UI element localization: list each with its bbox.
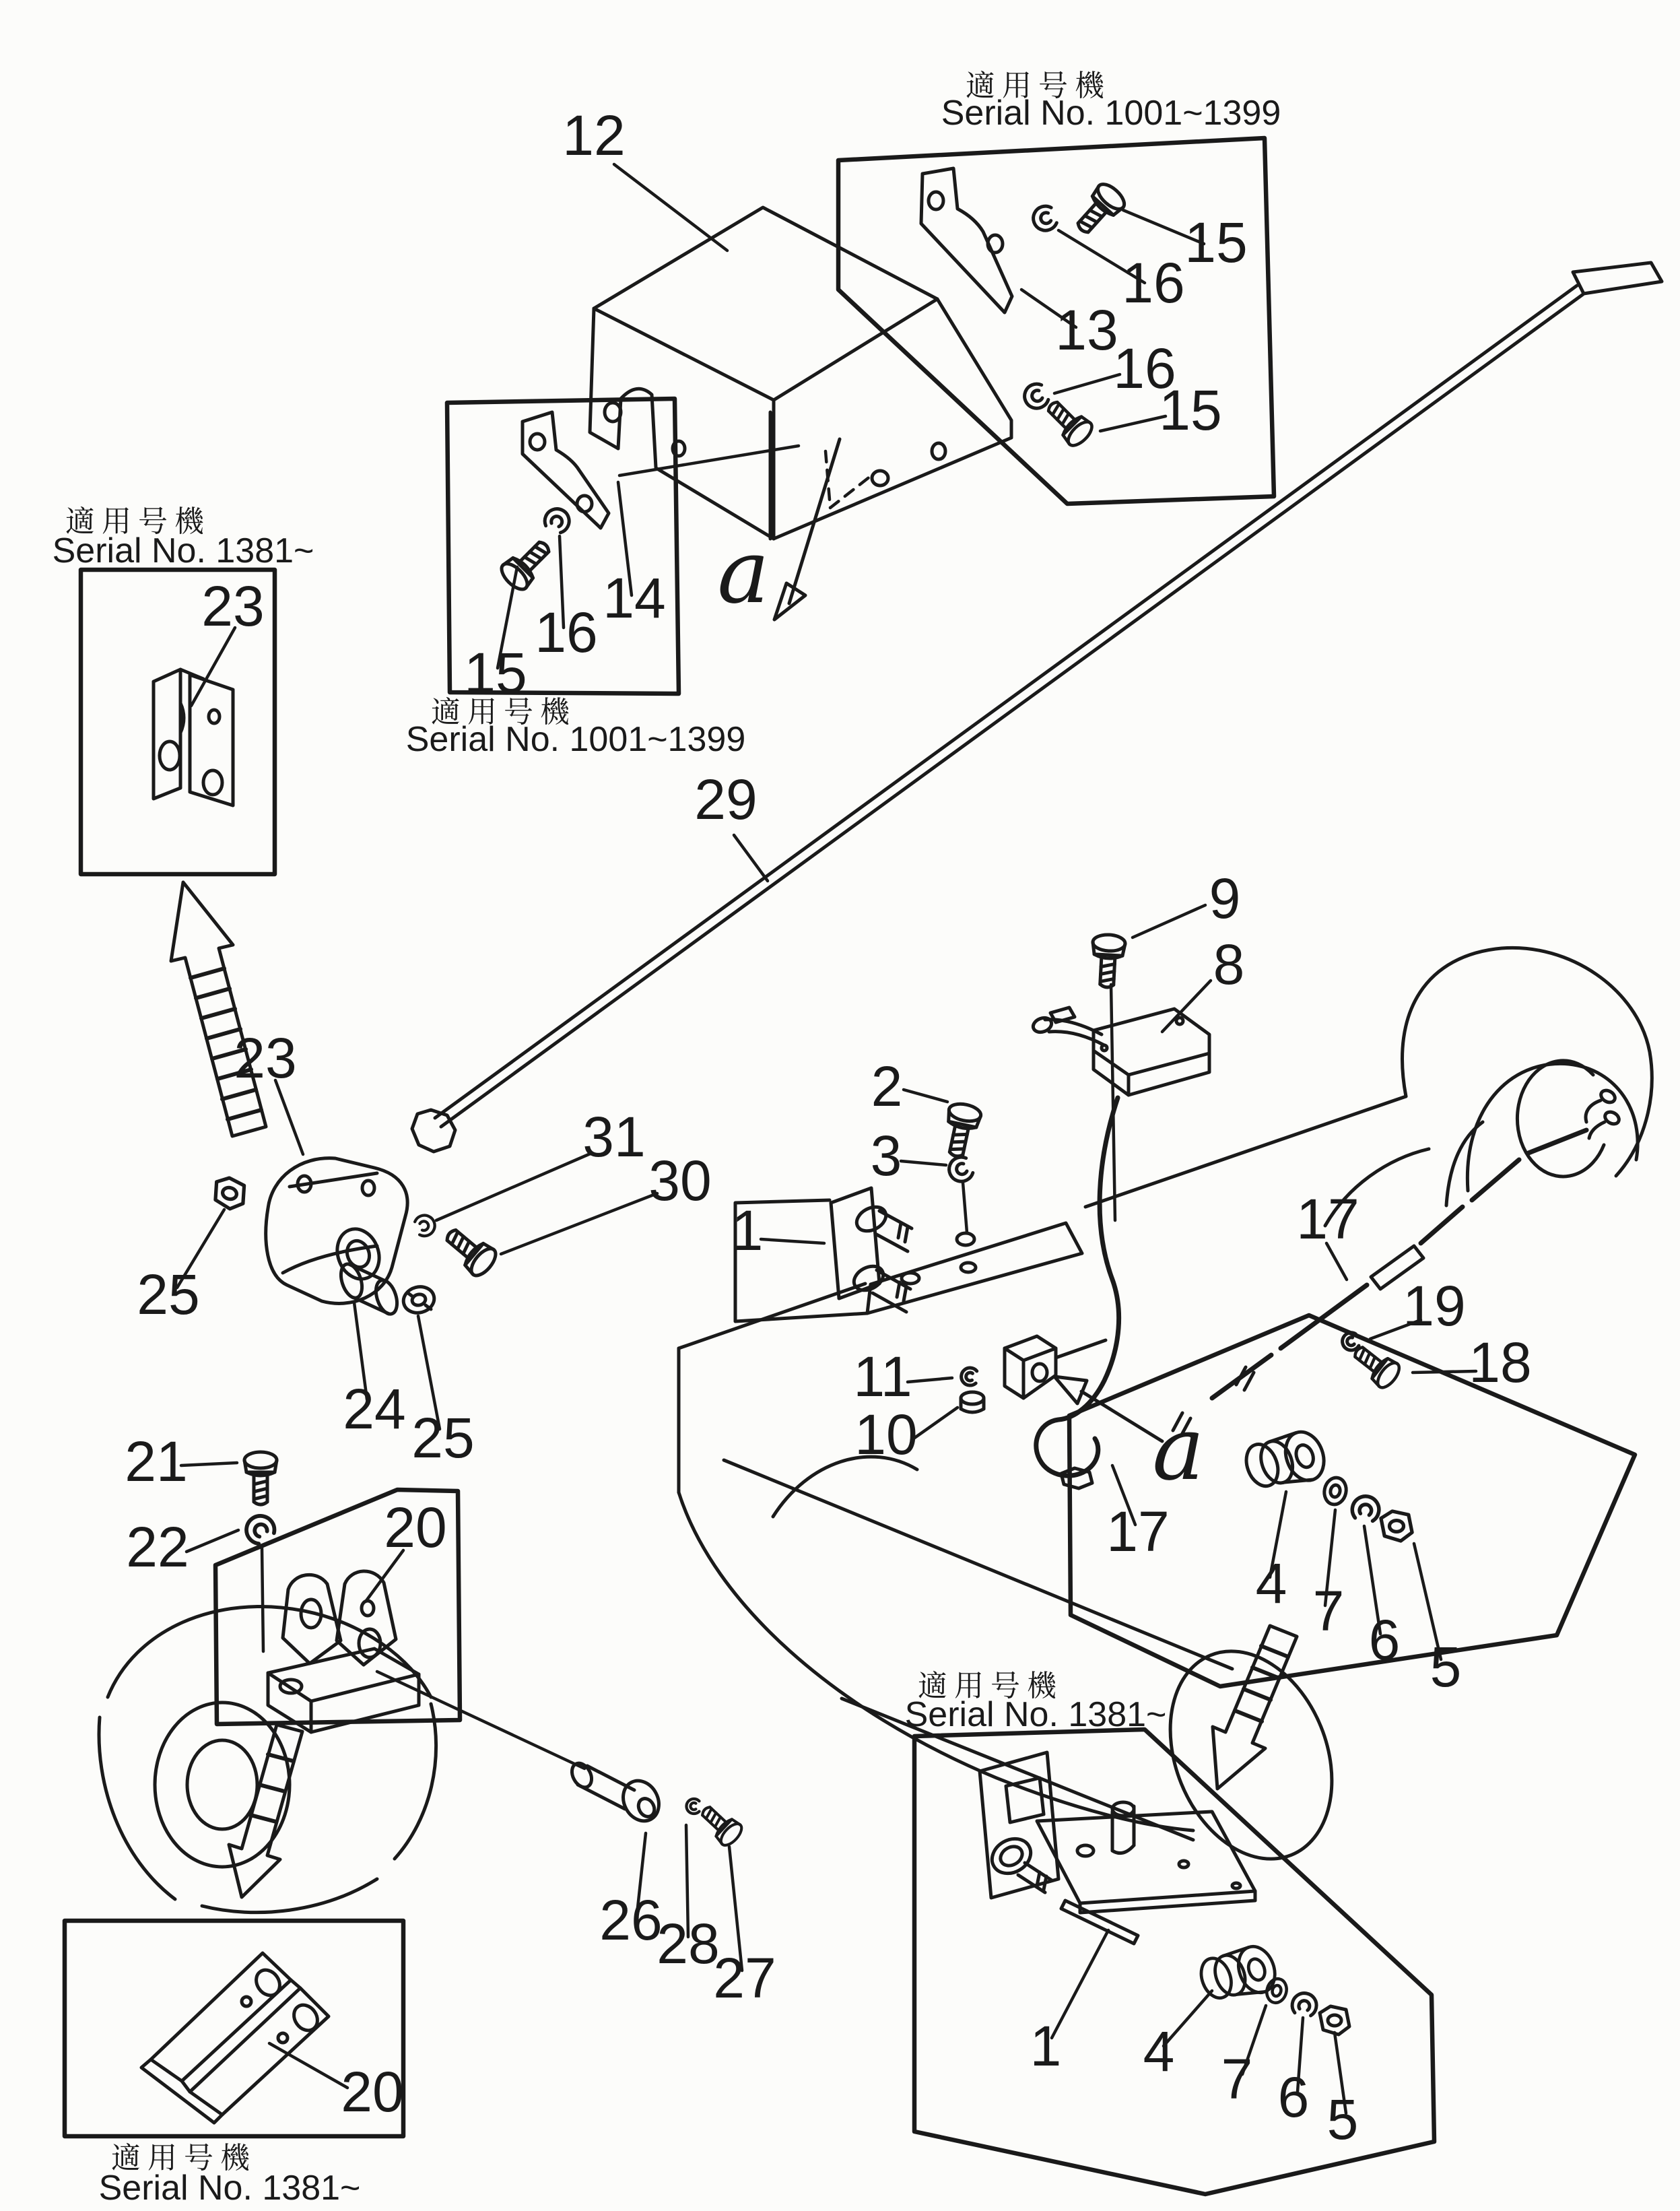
leader-line [1111,985,1115,1220]
grommet-set-main-drawing [1241,1424,1412,1541]
serial-number-label: Serial No. 1381~ [904,1695,1167,1734]
part-callout-label: 24 [343,1377,406,1441]
cable-end-nut-icon [1061,1468,1092,1488]
leader-line [912,1408,957,1440]
leader-line [734,835,768,881]
part-callout-label: 12 [562,104,626,167]
nut-25-icon [211,1175,248,1212]
part-callout-label: 15 [464,641,527,704]
part-callout-label: 7 [1221,2047,1253,2111]
part-callout-label: 14 [603,566,666,630]
part-callout-label: 29 [694,768,758,831]
bolt-21-icon [244,1452,277,1505]
washer-3-icon [945,1154,975,1185]
section-letter-label: a [1152,1397,1205,1500]
bracket-bolt-icon [852,1202,912,1251]
section-arrow-hatched-up [171,882,266,1136]
part-callout-label: 17 [1106,1500,1170,1563]
washer-16-icon [1021,381,1050,412]
part-callout-label: 2 [871,1055,903,1118]
plate-13-drawing [921,168,1012,312]
bolt-30-icon [439,1221,500,1280]
leader-line [963,1183,967,1232]
clamp-23-detail-drawing [154,669,233,805]
cover-12-drawing [590,207,1011,539]
snap-ring-31-icon [413,1212,438,1238]
leader-line [904,1090,947,1102]
part-callout-label: 23 [234,1026,297,1090]
part-callout-label: 20 [341,2060,404,2123]
bracket-1-assembly-drawing [735,1188,1106,1398]
part-callout-label: 31 [582,1105,646,1168]
leader-line [1054,374,1120,393]
leader-line [908,1378,952,1382]
clip-28-icon [686,1799,699,1814]
snap-ring-6-icon [1291,1991,1318,2016]
section-arrow-hatched-down [229,1725,302,1897]
part-callout-label: 4 [1143,2020,1175,2083]
clevis-20-alt-drawing [141,1953,329,2123]
part-callout-label: 9 [1209,867,1241,930]
bolt-21-clip-22-drawing [241,1452,278,1546]
washer-16-icon [1030,204,1059,234]
leader-line [181,1463,237,1465]
bolt-2-washer-3-drawing [940,1101,982,1185]
part-callout-label: 5 [1430,1635,1462,1698]
grommet-4-icon [1241,1424,1331,1499]
part-callout-label: 4 [1255,1552,1287,1615]
leader-line [262,1548,263,1651]
part-callout-label: 16 [1113,337,1176,400]
clamp-23-assembly-drawing [211,1158,500,1317]
leader-line [187,1530,238,1552]
bolt-15-icon [498,533,558,593]
serial-note-jp-label: 適用号機 [431,695,576,729]
part-callout-label: 20 [384,1496,447,1559]
bracket-1-alt-drawing [980,1752,1255,1944]
part-callout-label: 23 [201,574,265,638]
part-callout-label: 15 [1184,211,1248,274]
part-callout-label: 7 [1312,1579,1345,1643]
part-callout-label: 6 [1368,1608,1401,1672]
nut-5-icon [1320,2006,1349,2035]
part-callout-label: 10 [854,1403,918,1466]
clip-11-icon [961,1367,978,1386]
leader-line [501,1193,657,1254]
leader-line [1162,981,1211,1032]
part-callout-label: 11 [853,1345,912,1408]
part-callout-label: 27 [713,1946,776,2010]
bolt-9-icon [1091,934,1126,988]
part-callout-label: 25 [411,1406,475,1470]
leader-line [1133,905,1205,937]
section-letter-label: a [717,521,770,623]
part-callout-label: 15 [1159,378,1222,442]
washer-7-icon [1264,1977,1289,2005]
part-callout-label: 1 [731,1199,764,1262]
bolt-15-icon [1069,180,1129,240]
pin-26-icon [568,1760,666,1827]
part-callout-label: 30 [648,1149,712,1212]
part-callout-label: 13 [1055,298,1118,362]
serial-note-jp-label: 適用号機 [966,69,1111,103]
serial-note-jp-label: 適用号機 [111,2141,257,2175]
part-callout-label: 25 [137,1263,200,1326]
part-callout-label: 18 [1469,1331,1532,1394]
leader-line [275,1080,303,1154]
cable-17-drawing [1173,1088,1621,1436]
part-callout-label: 19 [1403,1274,1466,1338]
leader-line [614,164,727,251]
part-callout-label: 16 [535,601,598,664]
nut-10-icon [961,1392,984,1412]
clevis-20-drawing [268,1571,419,1732]
snap-ring-6-icon [1351,1494,1381,1522]
part-callout-label: 22 [126,1515,189,1579]
pin-26-set-drawing [568,1760,745,1849]
washer-7-icon [1322,1476,1349,1507]
part-callout-label: 5 [1326,2088,1359,2151]
washer-16-icon [542,505,573,535]
serial-number-label: Serial No. 1001~1399 [941,94,1281,133]
serial-note-jp-label: 適用号機 [918,1669,1063,1703]
part-callout-label: 3 [870,1124,902,1187]
bolt-2-icon [940,1101,982,1159]
part-callout-label: 21 [125,1430,188,1493]
part-callout-label: 16 [1122,251,1185,315]
leader-line [901,1161,946,1165]
part-callout-label: 26 [599,1888,663,1952]
nut-5-icon [1381,1511,1412,1541]
part-callout-label: 17 [1296,1187,1359,1251]
leader-line [761,1239,824,1243]
serial-note-jp-label: 適用号機 [65,504,211,539]
serial-number-label: Serial No. 1001~1399 [405,720,746,759]
leader-line [1100,416,1166,431]
washer-25-icon [401,1284,437,1317]
leader-line [191,628,235,706]
part-callout-label: 8 [1213,933,1245,996]
leader-line [269,2043,347,2088]
serial-number-label: Serial No. 1381~ [98,2169,361,2208]
part-callout-label: 28 [657,1912,720,1975]
leader-line [1413,1371,1476,1373]
serial-number-label: Serial No. 1381~ [52,531,314,570]
bolt-27-icon [696,1800,745,1849]
clip-11-nut-10-drawing [961,1367,984,1412]
part-callout-label: 1 [1030,2014,1062,2078]
leader-line [436,1153,592,1220]
part-callout-label: 6 [1277,2066,1310,2129]
